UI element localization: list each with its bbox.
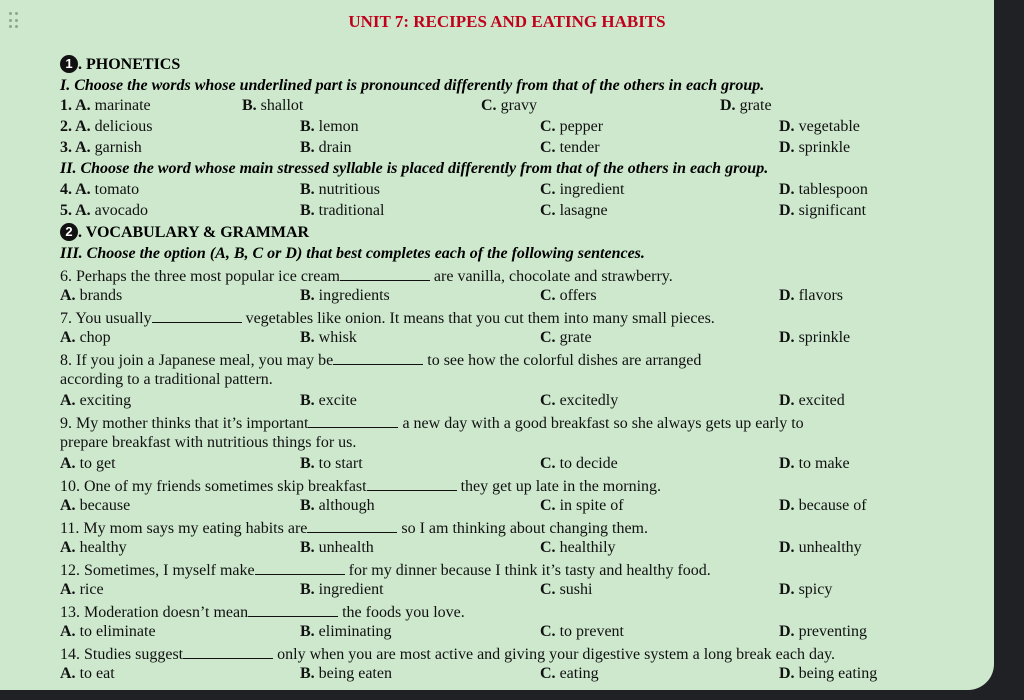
option-b[interactable]: unhealth [318,539,374,556]
question-14-options: A. to eat B. being eaten C. eating D. being eating [60,665,878,682]
option-b[interactable]: ingredients [318,287,390,304]
option-b[interactable]: to start [318,455,363,472]
question-9-stem-cont: prepare breakfast with nutritious things for us. [60,434,357,451]
option-a[interactable]: marinate [94,97,151,114]
question-1: 1. A. marinate B. shallot C. gravy D. grate [60,97,772,114]
option-c[interactable]: healthily [559,539,616,556]
question-9-stem: 9. My mother thinks that it’s important a new day with a good breakfast so she always gets up early to [60,415,804,432]
question-4: 4. A. tomato B. nutritious C. ingredient D. tablespoon [60,181,868,198]
option-a[interactable]: because [79,497,131,514]
option-d[interactable]: unhealthy [798,539,862,556]
option-d[interactable]: spicy [798,581,833,598]
question-9-options: A. to get B. to start C. to decide D. to make [60,455,850,472]
option-b[interactable]: traditional [318,202,385,219]
option-b[interactable]: although [318,497,375,514]
option-b[interactable]: being eaten [318,665,392,682]
option-c[interactable]: offers [559,287,597,304]
question-3: 3. A. garnish B. drain C. tender D. sprinkle [60,139,851,156]
question-12-options: A. rice B. ingredient C. sushi D. spicy [60,581,833,598]
option-c[interactable]: eating [559,665,599,682]
option-c[interactable]: grate [559,329,592,346]
question-10-options: A. because B. although C. in spite of D. because of [60,497,867,514]
option-b[interactable]: lemon [318,118,359,135]
option-c[interactable]: gravy [500,97,537,114]
option-b[interactable]: eliminating [318,623,392,640]
instruction-2: II. Choose the word whose main stressed syllable is placed differently from that of the others in each group. [60,160,769,177]
question-7-options: A. chop B. whisk C. grate D. sprinkle [60,329,851,346]
option-c[interactable]: to decide [559,455,618,472]
option-c[interactable]: sushi [559,581,593,598]
section-heading-phonetics: 1 . PHONETICS [60,55,180,75]
option-b[interactable]: ingredient [318,581,384,598]
option-a[interactable]: garnish [94,139,142,156]
answer-blank[interactable] [183,644,273,659]
option-c[interactable]: in spite of [559,497,624,514]
option-c[interactable]: excitedly [559,392,619,409]
option-c[interactable]: to prevent [559,623,624,640]
option-c[interactable]: ingredient [559,181,625,198]
option-d[interactable]: vegetable [798,118,860,135]
option-b[interactable]: drain [318,139,352,156]
option-d[interactable]: sprinkle [798,329,851,346]
question-11-stem: 11. My mom says my eating habits are so I am thinking about changing them. [60,520,648,537]
section-heading-vocabulary: 2 . VOCABULARY & GRAMMAR [60,223,309,243]
question-13-options: A. to eliminate B. eliminating C. to prevent D. preventing [60,623,867,640]
option-d[interactable]: sprinkle [798,139,851,156]
question-12-stem: 12. Sometimes, I myself make for my dinner because I think it’s tasty and healthy food. [60,562,711,579]
question-8-options: A. exciting B. excite C. excitedly D. excited [60,392,845,409]
option-d[interactable]: being eating [798,665,878,682]
option-b[interactable]: whisk [318,329,357,346]
option-d[interactable]: tablespoon [798,181,868,198]
option-d[interactable]: because of [798,497,867,514]
question-11-options: A. healthy B. unhealth C. healthily D. unhealthy [60,539,862,556]
answer-blank[interactable] [333,350,423,365]
answer-blank[interactable] [367,476,457,491]
option-b[interactable]: shallot [260,97,304,114]
option-c[interactable]: lasagne [559,202,608,219]
option-a[interactable]: chop [79,329,111,346]
option-a[interactable]: exciting [79,392,132,409]
option-d[interactable]: to make [798,455,850,472]
option-b[interactable]: nutritious [318,181,381,198]
question-13-stem: 13. Moderation doesn’t mean the foods you love. [60,604,465,621]
answer-blank[interactable] [255,560,345,575]
answer-blank[interactable] [340,266,430,281]
option-d[interactable]: flavors [798,287,843,304]
option-a[interactable]: healthy [79,539,127,556]
question-8-stem-cont: according to a traditional pattern. [60,371,273,388]
question-14-stem: 14. Studies suggest only when you are most active and giving your digestive system a long break each day. [60,646,836,663]
option-a[interactable]: to eliminate [79,623,156,640]
question-6-stem: 6. Perhaps the three most popular ice cream are vanilla, chocolate and strawberry. [60,268,673,285]
answer-blank[interactable] [308,413,398,428]
question-10-stem: 10. One of my friends sometimes skip breakfast they get up late in the morning. [60,478,662,495]
option-d[interactable]: grate [739,97,772,114]
option-a[interactable]: delicious [94,118,153,135]
answer-blank[interactable] [152,308,242,323]
option-a[interactable]: brands [79,287,123,304]
option-a[interactable]: to get [79,455,116,472]
option-a[interactable]: avocado [94,202,148,219]
answer-blank[interactable] [307,518,397,533]
option-a[interactable]: tomato [94,181,140,198]
question-7-stem: 7. You usually vegetables like onion. It means that you cut them into many small pieces. [60,310,715,327]
question-8-stem: 8. If you join a Japanese meal, you may be to see how the colorful dishes are arranged [60,352,702,369]
question-6-options: A. brands B. ingredients C. offers D. flavors [60,287,843,304]
instruction-1: I. Choose the words whose underlined part is pronounced differently from that of the others in each group. [60,77,765,94]
page-title: UNIT 7: RECIPES AND EATING HABITS [348,12,666,31]
question-2: 2. A. delicious B. lemon C. pepper D. vegetable [60,118,860,135]
option-b[interactable]: excite [318,392,357,409]
option-a[interactable]: rice [79,581,104,598]
instruction-3: III. Choose the option (A, B, C or D) that best completes each of the following sentences. [60,245,645,262]
answer-blank[interactable] [248,602,338,617]
option-d[interactable]: significant [798,202,867,219]
option-c[interactable]: tender [559,139,600,156]
option-a[interactable]: to eat [79,665,115,682]
option-d[interactable]: excited [798,392,845,409]
question-5: 5. A. avocado B. traditional C. lasagne D. significant [60,202,867,219]
option-c[interactable]: pepper [559,118,604,135]
option-d[interactable]: preventing [798,623,867,640]
